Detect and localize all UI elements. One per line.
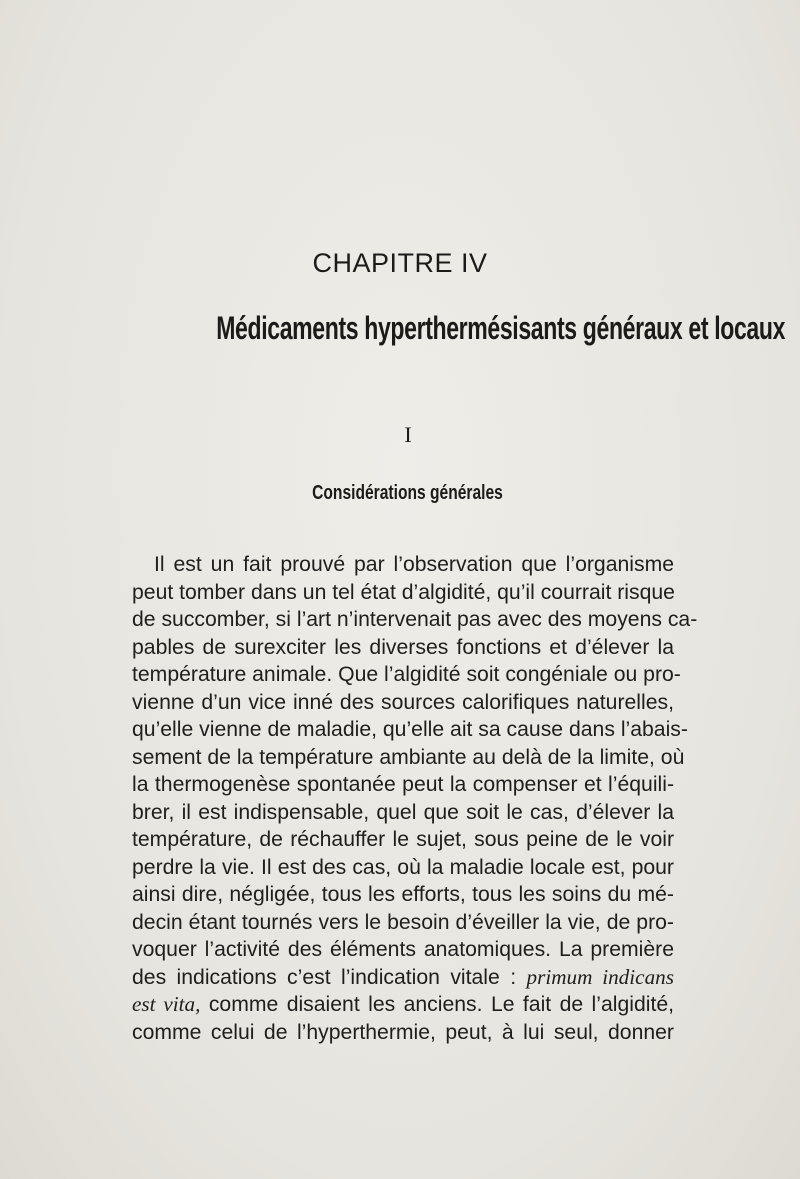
text-line: brer, il est indispensable, quel que soit le cas, d’élever la [132,800,674,824]
italic-latin-phrase: primum indicans [526,964,675,989]
chapter-title: Médicaments hyperthermésisants généraux et locaux [216,310,786,346]
text-segment: comme disaient les anciens. Le fait de l’algidité, [200,993,674,1016]
text-segment: des indications c’est l’indication vitale : [132,965,517,989]
text-line: comme celui de l’hyperthermie, peut, à lui seul, donner [132,1020,674,1044]
text-line-with-italic [132,964,674,992]
text-line: vienne d’un vice inné des sources calorifiques naturelles, [132,690,674,714]
text-line: température animale. Que l’algidité soit congéniale ou pro- [132,663,681,686]
text-line: température, de réchauffer le sujet, sous peine de le voir [132,828,674,851]
text-line: pables de surexciter les diverses fonctions et d’élever la [132,635,674,659]
text-line: Il est un fait prouvé par l’observation que l’organisme [154,553,674,576]
text-line: perdre la vie. Il est des cas, où la maladie locale est, pour [132,855,674,879]
text-line: voquer l’activité des éléments anatomiques. La première [132,938,674,961]
text-line: decin étant tournés vers le besoin d’éveiller la vie, de pro- [132,910,674,934]
section-title: Considérations générales [312,482,503,504]
text-line: sement de la température ambiante au delà de la limite, où [132,745,685,769]
text-line: la thermogenèse spontanée peut la compenser et l’équili- [132,773,674,796]
text-line-with-italic [132,991,674,1019]
section-number: I [404,422,412,447]
text-line: de succomber, si l’art n’intervenait pas avec des moyens ca- [132,608,698,631]
text-line: peut tomber dans un tel état d’algidité, qu’il courrait risque [132,580,675,604]
text-line: qu’elle vienne de maladie, qu’elle ait sa cause dans l’abais- [132,718,688,741]
text-line: ainsi dire, négligée, tous les efforts, tous les soins du mé- [132,883,674,906]
chapter-heading: CHAPITRE IV [312,248,488,278]
body-paragraph [132,551,698,1046]
italic-latin-phrase: est vita, [132,992,201,1016]
